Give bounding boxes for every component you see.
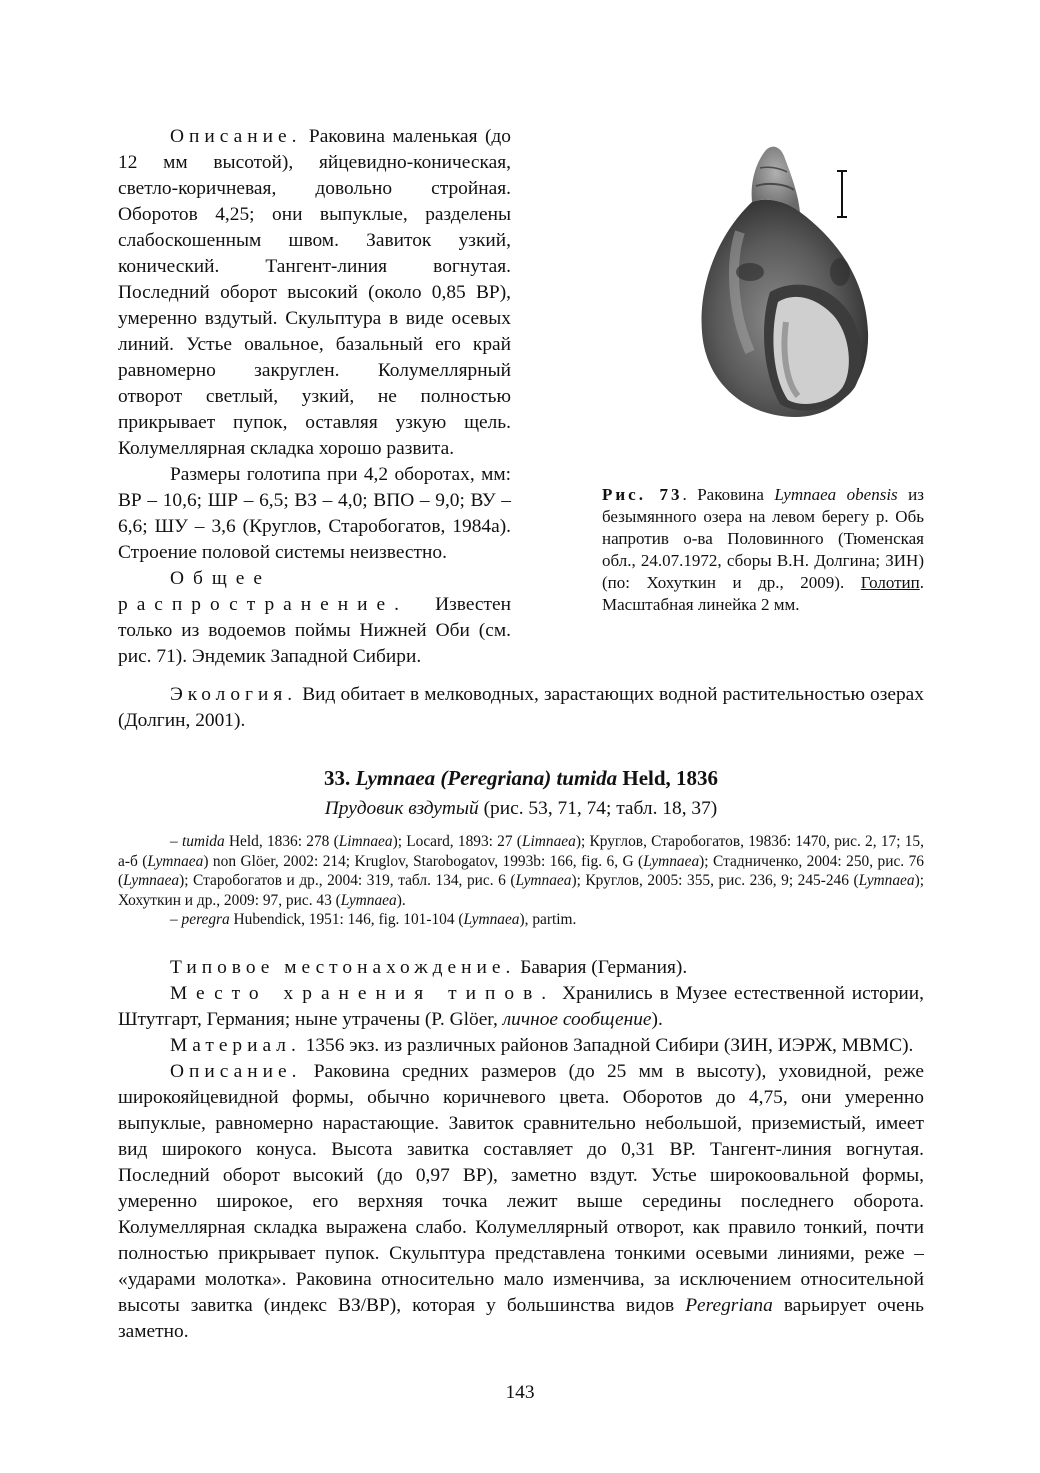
dimensions-paragraph: Размеры голотипа при 4,2 оборотах, мм: ВР – 10,6; ШР – 6,5; ВЗ – 4,0; ВПО – 9,0; ВУ – 6,6; ШУ – 3,6 (Круглов, Старобогатов, 1984а). Строение половой системы неизвестно. <box>118 464 511 563</box>
section-label: Экология. <box>170 684 298 705</box>
synonymy-list <box>118 832 924 930</box>
distribution-paragraph: Общее распространение. Известен только из водоемов поймы Нижней Оби (см. рис. 71). Эндемик Западной Сибири. <box>118 568 511 667</box>
synonymy-entry: – tumida Held, 1836: 278 (Limnaea); Locard, 1893: 27 (Limnaea); Круглов, Старобогатов, 1983б: 1470, рис. 2, 17; 15, а-б (Lymnaea) non Glöer, 2002: 214; Kruglov, Starobogatov, 1993b: 166, fig. 6, G (Lymnaea); Стадниченко, 2004: 250, рис. 76 (Lymnaea); Старобогатов и др., 2004: 319, табл. 134, рис. 6 (Lymnaea); Круглов, 2005: 355, рис. 236, 9; 245-246 (Lymnaea); Хохуткин и др., 2009: 97, рис. 43 (Lymnaea). <box>118 833 924 909</box>
holotype-label: Голотип <box>860 573 920 592</box>
figure-label: Рис. 73 <box>602 485 683 504</box>
section-label: Типовое местонахождение. <box>170 957 516 978</box>
page-number: 143 <box>505 1382 535 1403</box>
section-label: Материал. <box>170 1035 301 1056</box>
type-locality-paragraph: Типовое местонахождение. Бавария (Германия). <box>170 957 688 978</box>
species-details <box>118 955 924 1345</box>
ecology-paragraph: Экология. Вид обитает в мелководных, зарастающих водной растительностью озерах (Долгин, 2001). <box>118 684 924 731</box>
shell-photo <box>690 142 890 427</box>
species-heading: 33. Lymnaea (Peregriana) tumida Held, 1836 <box>323 766 719 790</box>
synonymy-entry: – peregra Hubendick, 1951: 146, fig. 101-104 (Lymnaea), partim. <box>170 911 577 929</box>
section-label: Общее распространение. <box>118 568 408 615</box>
type-storage-paragraph: Место хранения типов. Хранились в Музее естественной истории, Штутгарт, Германия; ныне утрачены (P. Glöer, личное сообщение). <box>118 983 924 1030</box>
figure-caption: Рис. 73. Раковина Lymnaea obensis из безымянного озера на левом берегу р. Обь напротив о-ва Половинного (Тюменская обл., 24.07.1972, сборы В.Н. Долгина; ЗИН) (по: Хохуткин и др., 2009). Голотип. Масштабная линейка 2 мм. <box>602 485 924 614</box>
scale-bar <box>836 170 848 218</box>
left-column <box>118 124 511 670</box>
material-paragraph: Материал. 1356 экз. из различных районов Западной Сибири (ЗИН, ИЭРЖ, МВМС). <box>170 1035 914 1056</box>
description-paragraph: Описание. Раковина средних размеров (до 25 мм в высоту), уховидной, реже широкояйцевидной формы, обычно коричневого цвета. Оборотов до 4,75, они умеренно выпуклые, равномерно нарастающие. Завиток сравнительно небольшой, приземистый, имеет вид широкого конуса. Высота завитка составляет до 0,31 ВР. Тангент-линия вогнутая. Последний оборот высокий (до 0,97 ВР), заметно вздут. Устье широкоовальной формы, умеренно широкое, его верхняя точка лежит выше середины последнего оборота. Колумеллярная складка выражена слабо. Колумеллярный отворот, как правило тонкий, почти полностью прикрывает пупок. Скульптура представлена тонкими осевыми линиями, реже – «ударами молотка». Раковина относительно мало изменчива, за исключением относительной высоты завитка (индекс ВЗ/ВР), которая у большинства видов Peregriana варьирует очень заметно. <box>118 1061 924 1342</box>
species-common-name: Прудовик вздутый (рис. 53, 71, 74; табл. 18, 37) <box>324 798 718 819</box>
ecology-section <box>118 682 924 734</box>
section-label: Место хранения типов. <box>170 983 556 1004</box>
description-paragraph: Описание. Раковина маленькая (до 12 мм высотой), яйцевидно-коническая, светло-коричневая, довольно стройная. Оборотов 4,25; они выпуклые, разделены слабоскошенным швом. Завиток узкий, конический. Тангент-линия вогнутая. Последний оборот высокий (около 0,85 ВР), умеренно вздутый. Скульптура в виде осевых линий. Устье овальное, базальный его край равномерно закруглен. Колумеллярный отворот светлый, узкий, не полностью прикрывает пупок, оставляя узкую щель. Колумеллярная складка хорошо развита. <box>118 126 511 459</box>
section-label: Описание. <box>170 1061 302 1082</box>
species-name: Lymnaea obensis <box>774 485 898 504</box>
section-label: Описание. <box>170 126 302 147</box>
